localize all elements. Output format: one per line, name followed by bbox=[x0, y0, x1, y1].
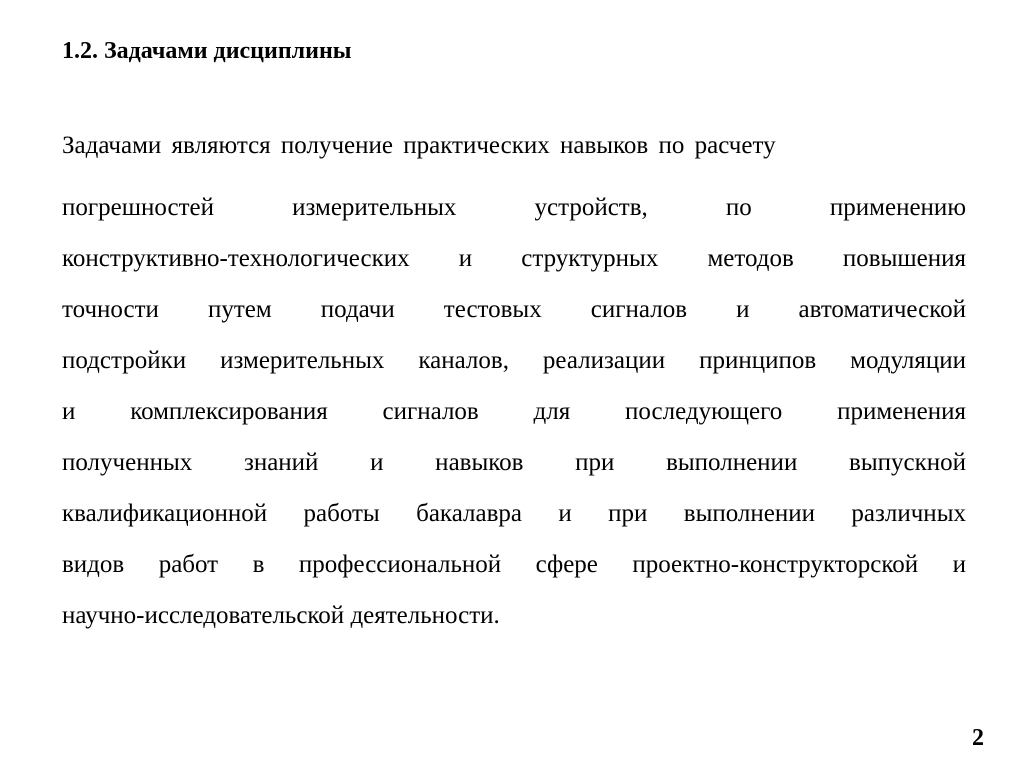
page-number: 2 bbox=[972, 725, 984, 751]
paragraph-line: полученных знаний и навыков при выполнении выпускной bbox=[62, 449, 966, 476]
paragraph-line: конструктивно-технологических и структурных методов повышения bbox=[62, 245, 966, 272]
paragraph-line: квалификационной работы бакалавра и при выполнении различных bbox=[62, 500, 966, 527]
paragraph-line: и комплексирования сигналов для последующего применения bbox=[62, 398, 966, 425]
paragraph-body bbox=[62, 182, 966, 641]
section-heading: 1.2. Задачами дисциплины bbox=[62, 38, 352, 64]
paragraph-line: точности путем подачи тестовых сигналов и автоматической bbox=[62, 296, 966, 323]
paragraph-first-line: Задачами являются получение практических навыков по расчету bbox=[62, 132, 776, 159]
paragraph-last-line: научно-исследовательской деятельности. bbox=[62, 602, 500, 629]
paragraph-line: погрешностей измерительных устройств, по применению bbox=[62, 194, 966, 221]
paragraph-line: подстройки измерительных каналов, реализации принципов модуляции bbox=[62, 347, 966, 374]
paragraph-line: видов работ в профессиональной сфере проектно-конструкторской и bbox=[62, 551, 966, 578]
